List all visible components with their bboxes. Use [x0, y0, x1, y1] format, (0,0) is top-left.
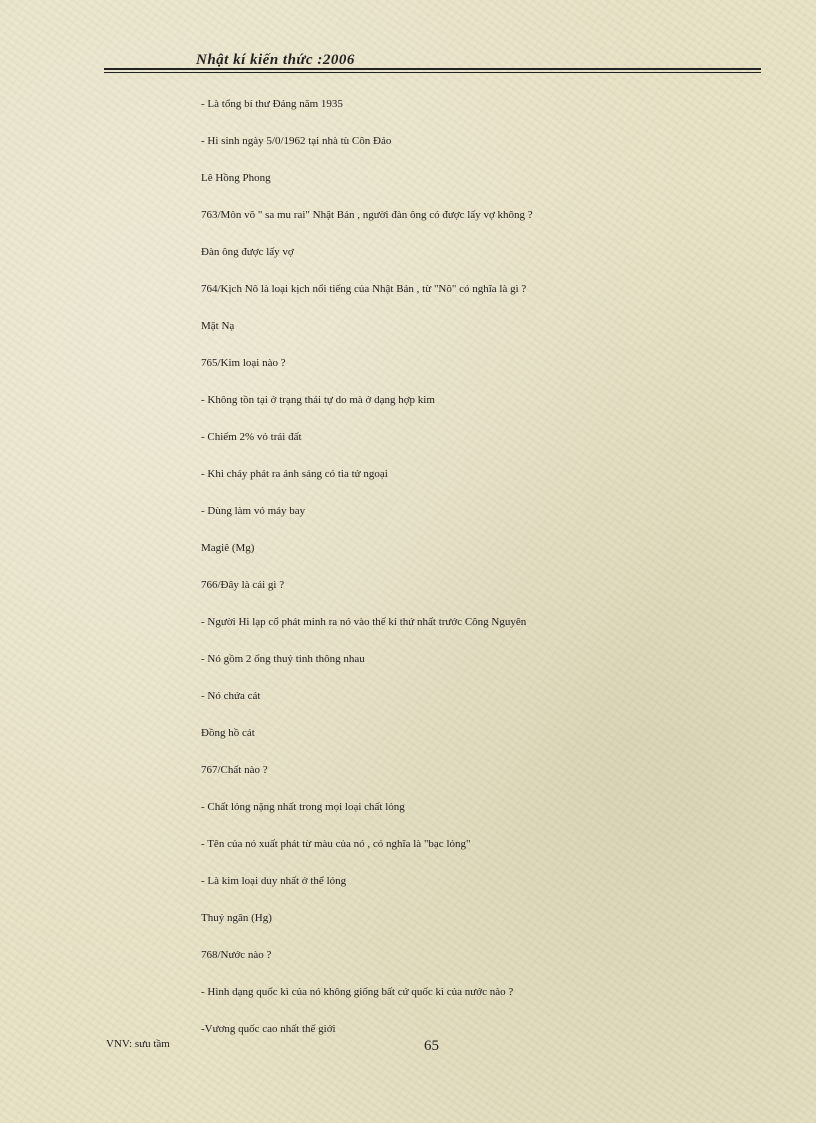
text-line: - Là tổng bí thư Đảng năm 1935: [201, 98, 343, 110]
question-line: 766/Đây là cái gì ?: [201, 579, 285, 591]
answer-line: Magiê (Mg): [201, 542, 255, 554]
answer-line: Đàn ông được lấy vợ: [201, 246, 294, 258]
header-rule-thin: [104, 72, 761, 73]
page-number: 65: [424, 1038, 439, 1054]
text-line: - Chất lỏng nặng nhất trong mọi loại chất lỏng: [201, 801, 405, 813]
question-line: 765/Kim loại nào ?: [201, 357, 286, 369]
header-title: Nhật kí kiến thức :2006: [196, 52, 355, 68]
text-line: - Là kim loại duy nhất ở thể lỏng: [201, 875, 347, 887]
answer-line: Mặt Nạ: [201, 320, 235, 332]
text-line: - Người Hi lạp cổ phát minh ra nó vào thế kỉ thứ nhất trước Công Nguyên: [201, 616, 527, 628]
text-line: - Nó gồm 2 ống thuỷ tinh thông nhau: [201, 653, 365, 665]
text-line: - Nó chứa cát: [201, 690, 261, 702]
text-line: - Tên của nó xuất phát từ màu của nó , có nghĩa là "bạc lỏng": [201, 838, 471, 850]
footer-credit: VNV: sưu tầm: [106, 1038, 170, 1050]
question-line: 768/Nước nào ?: [201, 949, 272, 961]
header-rule-thick: [104, 68, 761, 70]
question-line: 763/Môn võ " sa mu rai" Nhật Bản , người đàn ông có được lấy vợ không ?: [201, 209, 533, 221]
text-line: -Vương quốc cao nhất thế giới: [201, 1023, 336, 1035]
text-line: - Khi cháy phát ra ánh sáng có tia tử ngoại: [201, 468, 388, 480]
answer-line: Đồng hồ cát: [201, 727, 255, 739]
document-body: [201, 96, 761, 1058]
answer-line: Lê Hồng Phong: [201, 172, 271, 184]
text-line: - Không tồn tại ở trạng thái tự do mà ở dạng hợp kim: [201, 394, 435, 406]
text-line: - Hình dạng quốc kì của nó không giống bất cứ quốc kì của nước nào ?: [201, 986, 514, 998]
question-line: 767/Chất nào ?: [201, 764, 268, 776]
question-line: 764/Kịch Nô là loại kịch nổi tiếng của Nhật Bản , từ "Nô" có nghĩa là gì ?: [201, 283, 527, 295]
text-line: - Hi sinh ngày 5/0/1962 tại nhà tù Côn Đảo: [201, 135, 392, 147]
answer-line: Thuỷ ngân (Hg): [201, 912, 272, 924]
text-line: - Chiếm 2% vỏ trái đất: [201, 431, 302, 443]
text-line: - Dùng làm vỏ máy bay: [201, 505, 306, 517]
